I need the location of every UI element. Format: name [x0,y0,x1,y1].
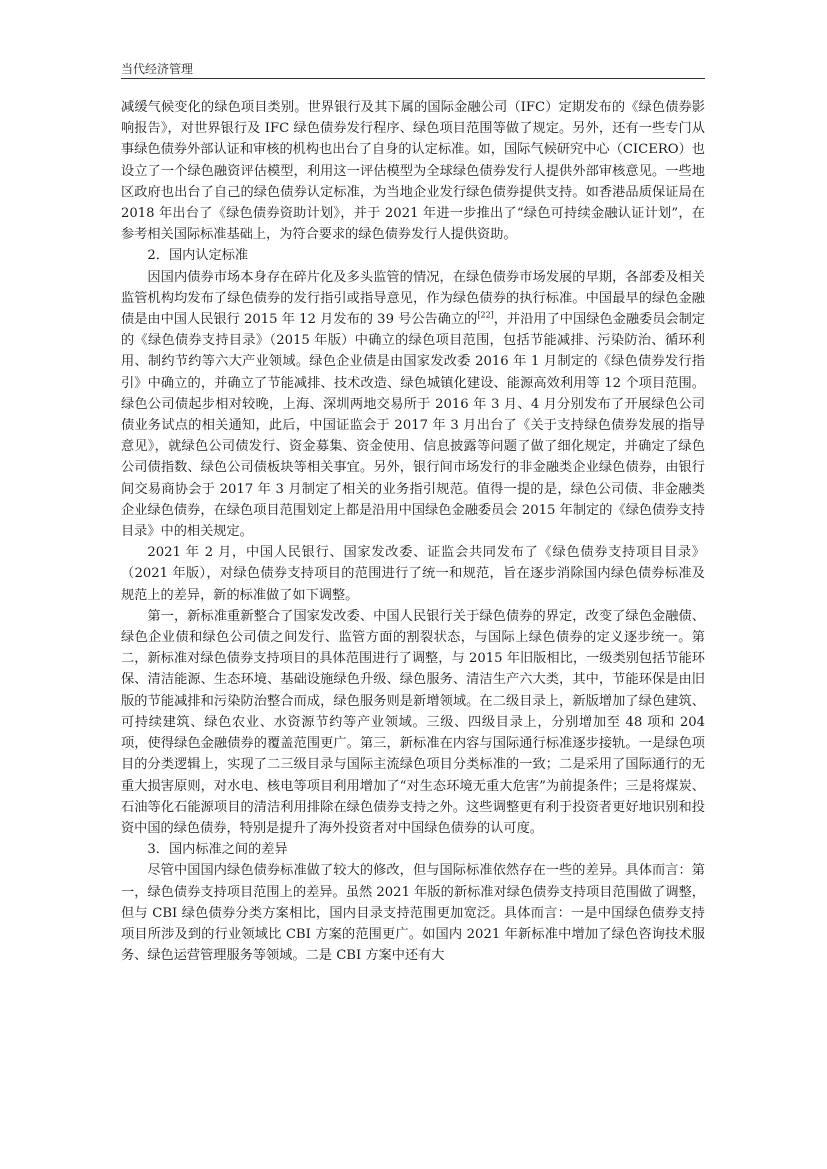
section-heading-domestic-standards: 2．国内认定标准 [147,248,249,264]
running-header [121,58,705,79]
paragraph-continued: 减缓气候变化的绿色项目类别。世界银行及其下属的国际金融公司（IFC）定期发布的《绿色债券影响报告》，对世界银行及 IFC 绿色债券发行程序、绿色项目范围等做了规定。另外，还有一些专门从事绿色债券外部认证和审核的机构也出台了自身的认定标准。如，国际气候研究中心（CICERO）也设立了一个绿色融资评估模型，利用这一评估模型为全球绿色债券发行人提供外部审核意见。一些地区政府也出台了自己的绿色债券认定标准，为当地企业发行绿色债券提供支持。如香港品质保证局在 2018 年出台了《绿色债券资助计划》，并于 2021 年进一步推出了“绿色可持续金融认证计划”，在参考相关国际标准基础上，为符合要求的绿色债券发行人提供资助。 [121,100,705,243]
paragraph-adjustments: 第一，新标准重新整合了国家发改委、中国人民银行关于绿色债券的界定，改变了绿色金融债、绿色企业债和绿色公司债之间发行、监管方面的割裂状态，与国际上绿色债券的定义逐步统一。第二，新标准对绿色债券支持项目的具体范围进行了调整，与 2015 年旧版相比，一级类别包括节能环保、清洁能源、生态环境、基础设施绿色升级、绿色服务、清洁生产六大类，其中，节能环保是由旧版的节能减排和污染防治整合而成，绿色服务则是新增领域。在二级目录上，新版增加了绿色建筑、可持续建筑、绿色农业、水资源节约等产业领域。三级、四级目录上，分别增加至 48 项和 204 项，使得绿色金融债券的覆盖范围更广。第三，新标准在内容与国际通行标准逐步接轨。一是绿色项目的分类逻辑上，实现了二三级目录与国际主流绿色项目分类标准的一致；二是采用了国际通行的无重大损害原则，对水电、核电等项目利用增加了“对生态环境无重大危害”为前提条件；三是将煤炭、石油等化石能源项目的清洁利用排除在绿色债券支持之外。这些调整更有利于投资者更好地识别和投资中国的绿色债券，特别是提升了海外投资者对中国绿色债券的认可度。 [121,608,705,836]
paragraph-2021-catalog: 2021 年 2 月，中国人民银行、国家发改委、证监会共同发布了《绿色债券支持项目目录》（2021 年版），对绿色债券支持项目的范围进行了统一和规范，旨在逐步消除国内绿色债券标准及规范上的差异，新的标准做了如下调整。 [121,545,705,603]
paragraph-domestic-standards [121,267,705,543]
paragraph-text: ，并沿用了中国绿色金融委员会制定的《绿色债券支持目录》（2015 年版）中确立的绿色项目范围，包括节能减排、污染防治、循环利用、制约节约等六大产业领域。绿色企业债是由国家发改委 2016 年 1 月制定的《绿色债券发行指引》中确立的，并确立了节能减排、技术改造、绿色城镇化建设、能源高效利用等 12 个项目范围。绿色公司债起步相对较晚，上海、深圳两地交易所于 2016 年 3 月、4 月分别发布了开展绿色公司债业务试点的相关通知，此后，中国证监会于 2017 年 3 月出台了《关于支持绿色债券发展的指导意见》，就绿色公司债发行、资金募集、资金使用、信息披露等问题了做了细化规定，并确定了绿色公司债指数、绿色公司债板块等相关事宜。另外，银行间市场发行的非金融类企业绿色债券，由银行间交易商协会于 2017 年 3 月制定了相关的业务指引规范。值得一提的是，绿色公司债、非金融类企业绿色债券，在绿色项目范围划定上都是沿用中国绿色金融委员会 2015 年制定的《绿色债券支持目录》中的相关规定。 [121,312,706,540]
paragraph-text: 因国内债券市场本身存在碎片化及多头监管的情况，在绿色债券市场发展的早期，各部委及相关监管机构均发布了绿色债券的发行指引或指导意见，作为绿色债券的执行标准。中国最早的绿色金融债是由中国人民银行 2015 年 12 月发布的 39 号公告确立的 [121,269,705,328]
page-body [121,97,705,966]
journal-title: 当代经济管理 [121,62,194,76]
paragraph-differences: 尽管中国国内绿色债券标准做了较大的修改，但与国际标准依然存在一些的差异。具体而言：第一，绿色债券支持项目范围上的差异。虽然 2021 年版的新标准对绿色债券支持项目范围做了调整，但与 CBI 绿色债券分类方案相比，国内目录支持范围更加宽泛。具体而言：一是中国绿色债券支持项目所涉及到的行业领域比 CBI 方案的范围更广。如国内 2021 年新标准中增加了绿色咨询技术服务、绿色运营管理服务等领域。二是 CBI 方案中还有大 [121,863,705,964]
citation-ref: [22] [477,310,494,320]
section-heading-differences: 3．国内标准之间的差异 [147,842,288,858]
